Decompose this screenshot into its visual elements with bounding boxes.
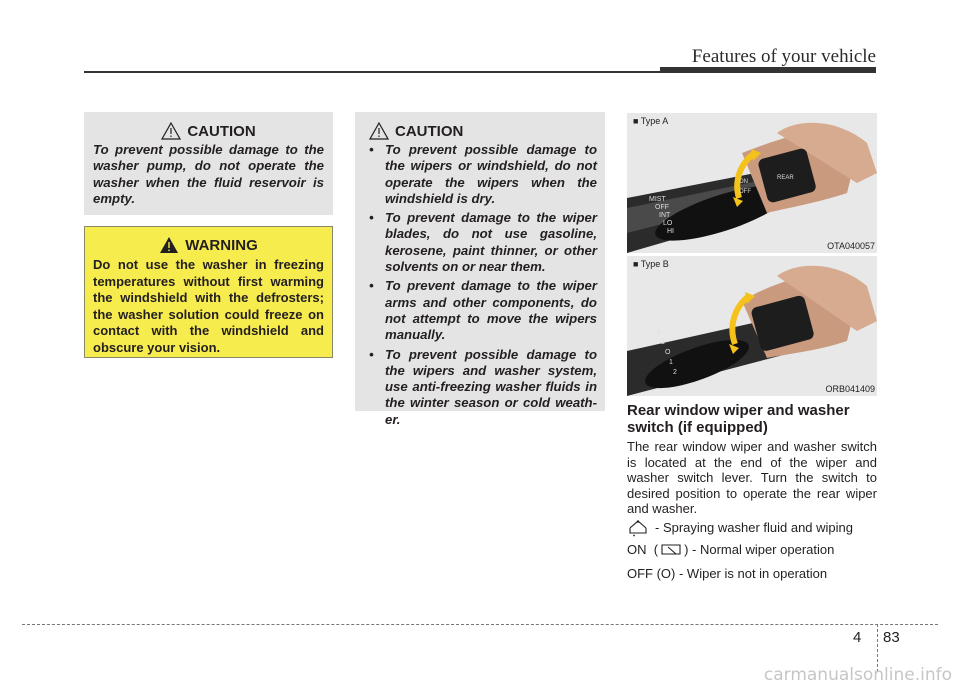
function-item-on <box>627 542 834 558</box>
warning-heading <box>93 236 324 254</box>
lever-mark-lo: LO <box>663 220 673 227</box>
caution-list-item: • To prevent possible damage to the wipers or windshield, do not operate the wipers when the windshield is dry. <box>359 142 597 207</box>
function-item-washer <box>627 519 853 537</box>
chapter-number: 4 <box>853 629 862 646</box>
caution-heading-text: CAUTION <box>187 122 256 140</box>
figure-label: ■ Type A <box>633 116 669 126</box>
watermark: carmanualsonline.info <box>763 665 952 685</box>
washer-spray-icon <box>627 519 649 537</box>
wiper-lever-illustration <box>627 256 877 396</box>
figure-code: ORB041409 <box>825 384 875 394</box>
function-item-off <box>627 566 827 582</box>
caution-text: To prevent possible damage to the washer pump, do not operate the washer when the fluid reservoir is empty. <box>93 142 324 206</box>
function-item-text: ) - Normal wiper operation <box>684 542 835 558</box>
caution-list-item: • To prevent damage to the wiper blades, do not use gasoline, kerosene, paint thinner, or other solvents on or near them. <box>359 210 597 275</box>
function-item-text: OFF (O) - Wiper is not in operation <box>627 566 828 581</box>
function-item-prefix: ON ( <box>627 542 659 558</box>
figure-label: ■ Type B <box>633 259 669 269</box>
warning-box-freezing <box>84 226 333 358</box>
lever-mark-hi: HI <box>667 228 674 235</box>
rear-wiper-icon <box>660 542 682 558</box>
caution-list <box>359 142 597 428</box>
lever-mark-off-2: OFF <box>739 189 751 195</box>
caution-heading-text: CAUTION <box>395 122 464 140</box>
figure-type-a <box>627 113 877 253</box>
warning-triangle-filled-icon <box>159 236 179 254</box>
lever-mark-rear: REAR <box>777 175 794 181</box>
warning-text: Do not use the washer in freezing temperatures without first warming the windshield with the defrosters; the washer solution could freeze on contact with the windshield and obscure your vision. <box>93 257 324 355</box>
figure-code: OTA040057 <box>827 241 875 251</box>
section-title: Rear window wiper and washer switch (if equipped) <box>627 402 850 436</box>
function-item-text: - Spraying washer fluid and wiping <box>655 520 853 536</box>
caution-list-item: • To prevent possible damage to the wipers and washer system, use anti-freezing washer fluids in the winter season or cold weath-er. <box>359 347 597 428</box>
wiper-lever-illustration <box>627 113 877 253</box>
lever-mark: 1 <box>669 359 673 366</box>
lever-mark: 2 <box>657 329 661 336</box>
lever-mark-int: INT <box>659 212 671 219</box>
lever-mark: O <box>665 349 671 356</box>
figure-type-b <box>627 256 877 396</box>
header-rule-accent <box>660 67 876 73</box>
warning-triangle-icon <box>369 122 389 140</box>
lever-mark-mist: MIST <box>649 196 666 203</box>
page-number: 83 <box>883 629 900 646</box>
lever-mark-on: ON <box>739 179 748 185</box>
caution-heading <box>93 122 324 140</box>
footer-rule <box>22 624 938 625</box>
warning-heading-text: WARNING <box>185 236 258 254</box>
caution-box-wipers <box>355 112 605 427</box>
page-header-title: Features of your vehicle <box>691 46 876 67</box>
lever-mark: 2 <box>673 369 677 376</box>
caution-list-item: • To prevent damage to the wiper arms and other components, do not attempt to move the wipers manually. <box>359 278 597 343</box>
caution-heading <box>359 122 597 140</box>
caution-box-washer-pump <box>84 112 333 215</box>
warning-triangle-icon <box>161 122 181 140</box>
section-intro: The rear window wiper and washer switch is located at the end of the wiper and washer switch lever. Turn the switch to desired position to operate the rear wiper and washer. <box>627 439 877 517</box>
lever-mark-off: OFF <box>655 204 669 211</box>
lever-mark: 1 <box>661 339 665 346</box>
